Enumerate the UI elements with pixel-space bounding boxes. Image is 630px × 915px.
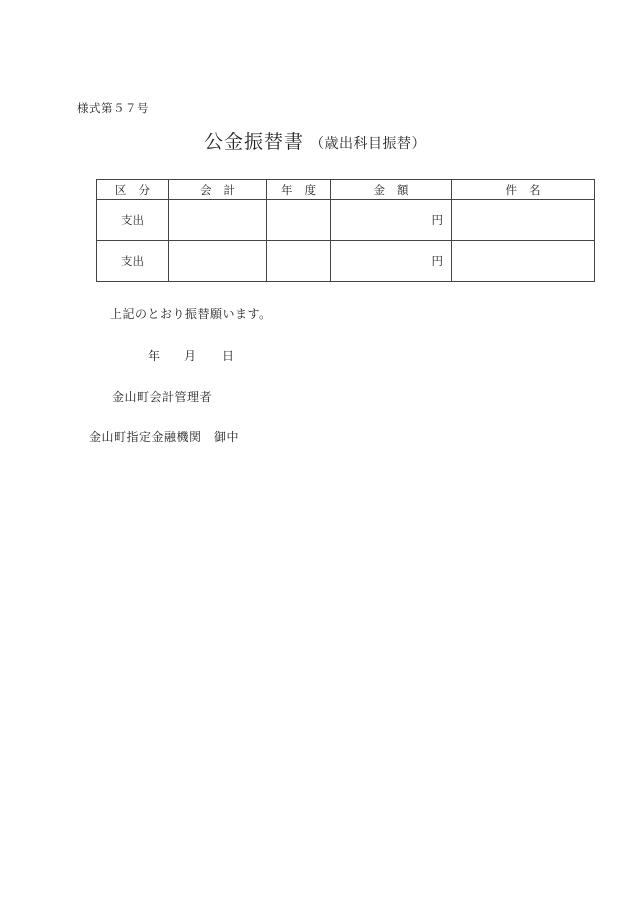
title-main: 公金振替書	[203, 131, 304, 153]
date-day-label: 日	[222, 349, 235, 363]
header-subject: 件名	[452, 180, 595, 200]
date-year-label: 年	[148, 349, 161, 363]
form-number: 様式第５７号	[77, 101, 149, 115]
row-fiscal-year-cell[interactable]	[267, 241, 331, 282]
row-fiscal-year-cell[interactable]	[267, 200, 331, 241]
yen-unit: 円	[431, 213, 443, 227]
row-type-cell: 支出	[97, 241, 169, 282]
document-title	[0, 127, 630, 154]
yen-unit: 円	[431, 254, 443, 268]
title-subtitle: （歳出科目振替）	[310, 136, 426, 152]
date-line	[148, 347, 234, 364]
table-header-row	[97, 180, 595, 200]
row-amount-cell[interactable]	[331, 200, 452, 241]
row-subject-cell[interactable]	[452, 241, 595, 282]
date-month-label: 月	[184, 349, 197, 363]
row-account-cell[interactable]	[169, 241, 267, 282]
header-amount: 金額	[331, 180, 452, 200]
addressee: 金山町指定金融機関 御中	[89, 430, 240, 444]
transfer-table	[96, 179, 595, 282]
treasurer-name: 金山町会計管理者	[112, 390, 213, 404]
request-statement: 上記のとおり振替願います。	[110, 307, 272, 321]
row-amount-cell[interactable]	[331, 241, 452, 282]
table-row	[97, 241, 595, 282]
row-account-cell[interactable]	[169, 200, 267, 241]
header-fiscal-year: 年度	[267, 180, 331, 200]
row-type-cell: 支出	[97, 200, 169, 241]
row-subject-cell[interactable]	[452, 200, 595, 241]
header-account: 会計	[169, 180, 267, 200]
table-row	[97, 200, 595, 241]
header-category: 区分	[97, 180, 169, 200]
